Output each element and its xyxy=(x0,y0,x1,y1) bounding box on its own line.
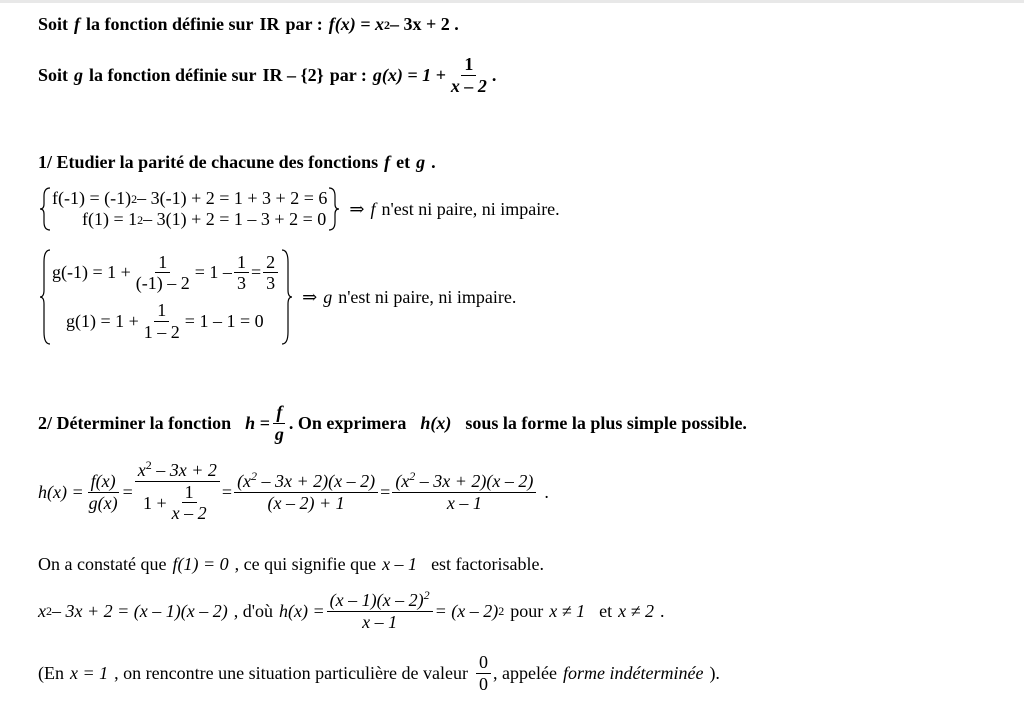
fraction xyxy=(169,482,210,524)
formula: x – 1 xyxy=(382,554,418,574)
denominator: 3 xyxy=(266,273,276,294)
fraction xyxy=(448,54,490,96)
denominator: x – 2 xyxy=(450,75,487,96)
g-conclusion xyxy=(302,287,516,308)
question-1-title xyxy=(38,152,436,173)
right-brace-icon xyxy=(327,186,341,232)
text: 1/ Etudier la parité de chacune des fonctions xyxy=(38,152,379,172)
formula: – 3x + 2)(x – 2) xyxy=(257,470,376,491)
formula: x ≠ 1 xyxy=(549,600,586,621)
denominator: g xyxy=(274,423,284,444)
fraction xyxy=(133,252,193,294)
numerator: 2 xyxy=(263,252,278,274)
fraction xyxy=(234,252,249,294)
formula: – 3x + 2 xyxy=(151,460,217,480)
factorisation-remark xyxy=(38,554,544,575)
formula: x xyxy=(38,600,46,621)
text: (En xyxy=(38,662,64,683)
formula: (x xyxy=(395,470,410,491)
question-2-title xyxy=(38,402,747,444)
system-rows xyxy=(52,188,327,230)
equals-sign: = xyxy=(122,481,133,502)
formula: x xyxy=(137,460,146,480)
numerator xyxy=(234,468,378,493)
formula: f(1) = 1 xyxy=(82,209,138,229)
numerator: 1 xyxy=(155,252,170,274)
text: . xyxy=(491,64,497,85)
text: pour xyxy=(510,600,544,621)
system-rows xyxy=(52,252,280,343)
formula: f(-1) = (-1) xyxy=(52,188,132,208)
implies-icon: ⇒ xyxy=(302,286,318,307)
text: ). xyxy=(709,662,720,683)
denominator xyxy=(140,482,215,524)
fraction xyxy=(141,300,183,342)
exponent: 2 xyxy=(423,588,430,602)
fraction xyxy=(476,652,491,694)
fraction xyxy=(86,471,121,513)
fraction xyxy=(272,402,287,444)
equals-sign: = xyxy=(380,481,391,502)
equals-sign: = xyxy=(221,481,233,502)
numerator xyxy=(327,590,433,612)
text: . xyxy=(431,152,436,172)
system-row: f(-1) = (-1) 2 – 3(-1) + 2 = 1 + 3 + 2 = 6 xyxy=(52,188,328,208)
h-derivation xyxy=(38,460,549,524)
text: la fonction définie sur xyxy=(89,64,257,85)
formula: = 1 – xyxy=(194,262,232,283)
formula: – 3x + 2 = (x – 1)(x – 2) xyxy=(52,600,228,621)
g-parity-system xyxy=(38,248,516,346)
formula: h(x) = xyxy=(38,481,84,502)
text: f xyxy=(74,14,81,34)
formula: 1 + xyxy=(143,492,167,513)
indeterminate-form-note xyxy=(38,652,720,694)
text: . xyxy=(659,600,665,621)
numerator: 1 xyxy=(234,252,249,274)
formula: g(x) = 1 + xyxy=(372,64,446,85)
denominator: 0 xyxy=(479,673,488,694)
denominator: (x – 2) + 1 xyxy=(267,492,345,513)
formula: h(x) = xyxy=(279,600,325,621)
text: f xyxy=(384,152,391,172)
f-parity-system xyxy=(38,186,560,232)
fraction xyxy=(327,590,433,632)
formula: f(x) = x xyxy=(328,14,384,34)
denominator: 3 xyxy=(236,273,246,294)
text: f xyxy=(370,198,376,219)
formula: (x xyxy=(237,470,252,491)
numerator xyxy=(392,468,536,493)
formula: = (x – 2) xyxy=(434,600,499,621)
text: par : xyxy=(329,64,367,85)
text: par : xyxy=(285,14,323,34)
denominator: x – 1 xyxy=(446,492,482,513)
text: , on rencontre une situation particulière de valeur xyxy=(114,662,468,683)
numerator: 0 xyxy=(476,652,491,674)
formula: – 3(1) + 2 = 1 – 3 + 2 = 0 xyxy=(143,209,327,229)
f-definition: Soit f la fonction définie sur IR par : f(x) = x 2 – 3x + 2 . xyxy=(38,14,459,34)
numerator xyxy=(135,460,220,482)
formula: x ≠ 2 xyxy=(618,600,654,621)
denominator: (-1) – 2 xyxy=(135,273,190,294)
fraction xyxy=(234,468,378,513)
text: . On exprimera xyxy=(288,412,407,433)
reals-symbol: IR xyxy=(259,14,280,34)
formula: = xyxy=(250,262,262,283)
exponent: 2 xyxy=(145,458,152,472)
text: et xyxy=(396,152,411,172)
formula: x = 1 xyxy=(70,662,109,683)
text: g xyxy=(74,64,84,85)
text: 2/ Déterminer la fonction xyxy=(38,412,232,433)
f-conclusion xyxy=(349,199,559,220)
exponent: 2 xyxy=(409,468,416,483)
left-brace-icon xyxy=(38,248,52,346)
fraction xyxy=(392,468,536,513)
numerator: 1 xyxy=(154,300,169,322)
domain: IR – {2} xyxy=(262,64,324,85)
text: la fonction définie sur xyxy=(86,14,254,34)
text: est factorisable. xyxy=(431,554,545,574)
fraction xyxy=(135,460,220,524)
fraction xyxy=(263,252,278,294)
denominator: 1 – 2 xyxy=(143,321,180,342)
system-row xyxy=(52,300,280,342)
text: Soit xyxy=(38,14,69,34)
formula: = 1 – 1 = 0 xyxy=(184,310,264,331)
exponent: 2 xyxy=(251,468,258,483)
denominator: x – 2 xyxy=(171,503,207,524)
numerator: f xyxy=(273,402,285,424)
text: , d'où xyxy=(233,600,273,621)
text: sous la forme la plus simple possible. xyxy=(465,412,747,433)
text: On a constaté que xyxy=(38,554,167,574)
denominator: x – 1 xyxy=(362,611,398,632)
g-definition xyxy=(38,54,496,96)
factorisation-line: x 2 – 3x + 2 = (x – 1)(x – 2) , d'où h(x) = $\frac{(x - 1)(x - 2)^2}{x - 1}$ = (x – 2) 2 pour x ≠ 1 et x ≠ 2 . xyxy=(38,588,665,632)
numerator: f(x) xyxy=(88,471,119,493)
numerator: 1 xyxy=(182,482,197,504)
text: g xyxy=(323,286,333,307)
formula: – 3x + 2)(x – 2) xyxy=(415,470,534,491)
right-brace-icon xyxy=(280,248,294,346)
formula: g(1) = 1 + xyxy=(66,310,139,331)
system-row: f(1) = 1 2 – 3(1) + 2 = 1 – 3 + 2 = 0 xyxy=(82,209,327,229)
system-row xyxy=(52,252,280,294)
numerator: 1 xyxy=(461,54,476,76)
text: , ce qui signifie que xyxy=(234,554,377,574)
formula: f(1) = 0 xyxy=(172,554,229,574)
text: , appelée xyxy=(493,662,557,683)
text: g xyxy=(416,152,426,172)
top-rule xyxy=(0,0,1024,3)
text: et xyxy=(599,600,613,621)
text: n'est ni paire, ni impaire. xyxy=(338,286,517,307)
formula: g(-1) = 1 + xyxy=(52,262,131,283)
formula: h = xyxy=(245,412,270,433)
implies-icon: ⇒ xyxy=(349,198,365,219)
text: n'est ni paire, ni impaire. xyxy=(381,198,560,219)
formula: (x – 1)(x – 2) xyxy=(329,590,424,610)
formula: h(x) xyxy=(420,412,452,433)
left-brace-icon xyxy=(38,186,52,232)
text: Soit xyxy=(38,64,69,85)
text: . xyxy=(544,481,549,502)
denominator: g(x) xyxy=(88,492,118,513)
formula: – 3(-1) + 2 = 1 + 3 + 2 = 6 xyxy=(137,188,328,208)
text: forme indéterminée xyxy=(562,662,704,683)
formula: – 3x + 2 . xyxy=(389,14,459,34)
